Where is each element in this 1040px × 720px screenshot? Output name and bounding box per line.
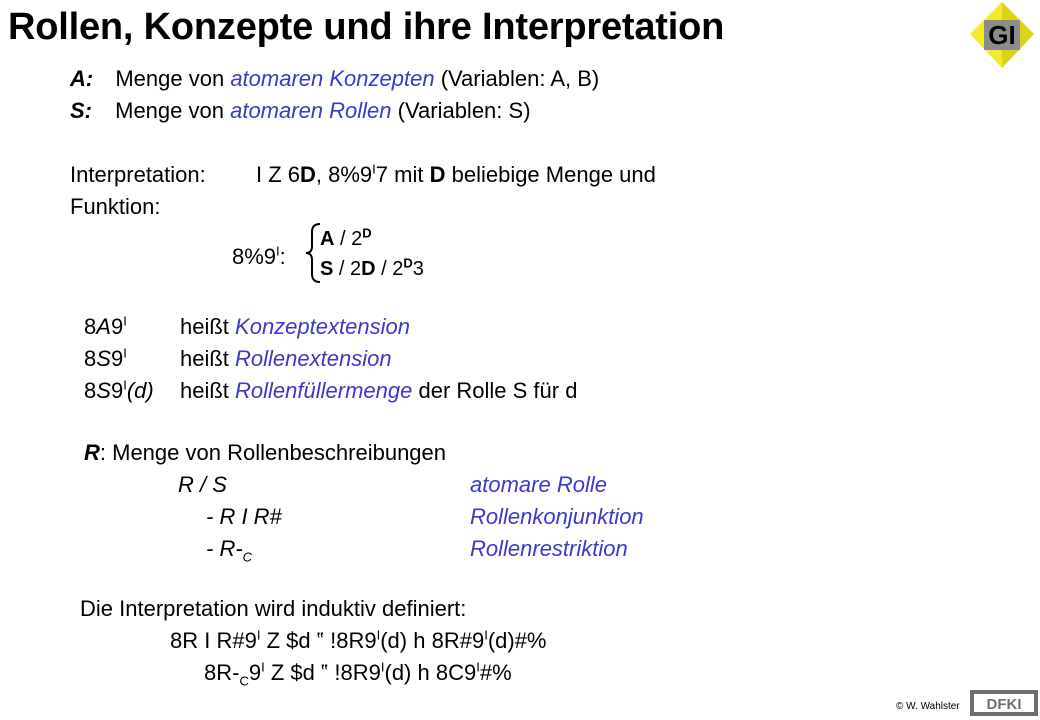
ext1-sym: S <box>96 346 111 371</box>
mapping-row-s-d: D <box>361 258 376 280</box>
ind2-a: 8R- <box>204 660 240 685</box>
ind2-b: Z $d ‟ !8R9 <box>264 660 381 685</box>
role-row2-sub: C <box>242 549 253 565</box>
gi-logo-text: GI <box>988 20 1016 50</box>
ind2-sup2: I <box>380 659 385 675</box>
ext1-sup: I <box>123 345 127 361</box>
ext0-term: Konzeptextension <box>235 314 410 339</box>
extension-concept-desc <box>180 314 410 340</box>
role-row-desc: atomare Rolle <box>470 472 607 497</box>
def-a-symbol: A: <box>70 66 94 91</box>
ext2-sup: I <box>123 377 127 393</box>
copyright: © W. Wahlster <box>896 701 960 712</box>
ext2-term: Rollenfüllermenge <box>235 378 413 403</box>
interp-formula-mid2: 7 mit <box>375 162 430 187</box>
interpretation-formula <box>256 162 656 188</box>
def-atomic-concepts <box>70 66 599 92</box>
role-descriptions-heading <box>84 440 446 466</box>
role-r-symbol: R <box>84 440 100 465</box>
def-a-term: atomaren Konzepten <box>230 66 435 91</box>
ext2-tail: der Rolle S für d <box>412 378 578 403</box>
ext1-post: 9 <box>110 346 124 371</box>
mapping-row-a <box>320 225 372 251</box>
inductive-intro: Die Interpretation wird induktiv definiert: <box>80 596 467 621</box>
def-a-prefix: Menge von <box>115 66 231 91</box>
ind2-c: (d) h 8C9 <box>384 660 477 685</box>
interp-formula-d: D <box>300 162 316 187</box>
extension-concept <box>84 314 127 340</box>
interp-formula-post: beliebige Menge und <box>445 162 656 187</box>
extension-role <box>84 346 127 372</box>
ind2-a2: 9 <box>248 660 262 685</box>
ext1-heisst: heißt <box>180 346 236 371</box>
interp-formula-pre: I Z 6 <box>256 162 301 187</box>
dfki-logo <box>968 686 1040 720</box>
extension-role-filler-desc <box>180 378 577 404</box>
role-row2-expr-text: - R- <box>206 536 243 561</box>
mapping-lhs <box>232 244 286 270</box>
mapping-row-s-end: 3 <box>412 258 424 280</box>
ext2-heisst: heißt <box>180 378 236 403</box>
def-s-symbol: S: <box>70 98 92 123</box>
ext0-heisst: heißt <box>180 314 236 339</box>
ext0-sup: I <box>123 313 127 329</box>
role-row-desc: Rollenkonjunktion <box>470 504 644 529</box>
role-row-expr: - R I R# <box>206 504 282 529</box>
mapping-row-s <box>320 255 424 281</box>
mapping-row-s-sym: S <box>320 258 334 280</box>
interpretation-label: Interpretation: <box>70 162 206 187</box>
ind1-sup3: I <box>484 627 488 643</box>
def-atomic-roles <box>70 98 531 124</box>
ext1-term: Rollenextension <box>235 346 392 371</box>
mapping-row-a-sym: A <box>320 228 335 250</box>
extension-role-desc <box>180 346 392 372</box>
ind1-a: 8R I R#9 <box>170 628 257 653</box>
ind2-sup3: I <box>476 659 480 675</box>
role-row-expr: R / S <box>178 472 227 497</box>
ext0-pre: 8 <box>84 314 97 339</box>
ind2-sup: I <box>261 659 265 675</box>
ind2-sub: C <box>239 673 249 689</box>
mapping-lhs-text: 8%9 <box>232 244 277 269</box>
mapping-row-s-sup: D <box>403 255 413 271</box>
gi-logo <box>968 0 1036 70</box>
ext2-arg: (d) <box>126 378 154 403</box>
def-s-term: atomaren Rollen <box>230 98 392 123</box>
ind1-sup2: I <box>376 627 381 643</box>
interp-formula-d2: D <box>429 162 446 187</box>
funktion-label: Funktion: <box>70 194 161 219</box>
mapping-row-s-mid: / 2 <box>333 258 362 280</box>
ext0-post: 9 <box>110 314 124 339</box>
mapping-row-s-mid2: / 2 <box>375 258 404 280</box>
mapping-row-a-sup: D <box>362 225 372 241</box>
inductive-line-conjunction <box>170 628 547 654</box>
ind1-b: Z $d ‟ !8R9 <box>260 628 377 653</box>
ind1-sup: I <box>256 627 261 643</box>
ext2-pre: 8 <box>84 378 97 403</box>
role-row-desc: Rollenrestriktion <box>470 536 628 561</box>
inductive-line-restriction <box>204 659 512 689</box>
def-s-suffix: (Variablen: S) <box>391 98 531 123</box>
ind1-d: (d)#% <box>487 628 547 653</box>
dfki-logo-text: DFKI <box>986 696 1022 713</box>
ind1-c: (d) h 8R#9 <box>380 628 485 653</box>
ind2-d: #% <box>479 660 512 685</box>
mapping-row-a-rest: / 2 <box>334 228 363 250</box>
def-s-prefix: Menge von <box>115 98 231 123</box>
page-title: Rollen, Konzepte und ihre Interpretation <box>8 6 725 48</box>
role-row-expr <box>206 536 253 565</box>
ext0-sym: A <box>96 314 111 339</box>
extension-role-filler <box>84 378 154 404</box>
interp-formula-sup: I <box>372 161 376 177</box>
ext2-post: 9 <box>110 378 124 403</box>
role-r-desc: : Menge von Rollenbeschreibungen <box>99 440 447 465</box>
mapping-lhs-sup: I <box>276 243 280 259</box>
ext2-sym: S <box>96 378 111 403</box>
mapping-lhs-colon: : <box>279 244 286 269</box>
interp-formula-mid: , 8%9 <box>315 162 373 187</box>
ext1-pre: 8 <box>84 346 97 371</box>
def-a-suffix: (Variablen: A, B) <box>434 66 600 91</box>
